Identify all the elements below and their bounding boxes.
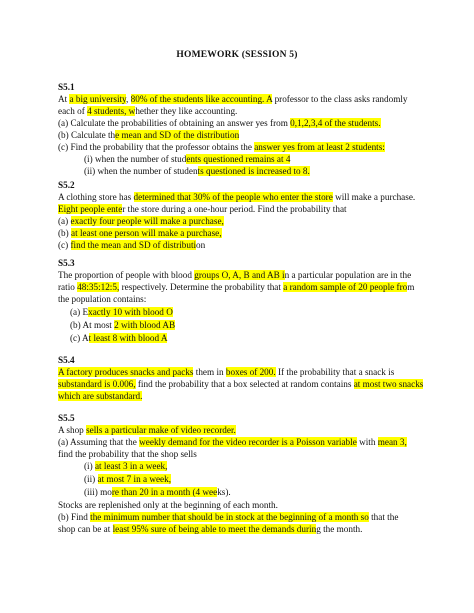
text-line [58,294,146,305]
text-run: professor to the class asks randomly [272,94,408,104]
text-run: g the month. [316,524,363,534]
text-line [84,487,231,498]
section-heading: S5.5 [58,413,75,423]
highlighted-text: answer yes from at least 2 students: [254,142,385,152]
highlighted-text: Eight people ente [58,204,123,214]
text-line [70,320,175,331]
highlighted-text: at least 3 in a week, [94,461,168,471]
text-line [58,282,414,293]
section-heading: S5.2 [58,180,75,190]
text-run: find the probability that the shop sells [58,449,197,459]
text-line [58,94,408,105]
highlighted-text: at most 7 in a week, [97,474,172,484]
highlighted-text: a random sample of 20 people fro [283,282,408,292]
text-run: (b) Calculate th [58,130,116,140]
highlighted-text: at least one person will make a purchase, [71,228,222,238]
text-run: ks). [217,487,231,497]
text-run: m [407,282,415,292]
text-line [58,106,237,117]
text-run: A clothing store has [58,192,134,202]
text-run: (i) [84,461,95,471]
text-line [58,270,411,281]
text-run: n a particular population are in the [284,270,412,280]
highlighted-text: mean 3, [377,437,407,447]
text-run: ratio [58,282,78,292]
text-run: (i) when the number of stud [84,154,187,164]
section-heading: S5.3 [58,258,75,268]
text-line [58,192,415,203]
text-line [58,524,362,535]
highlighted-text: A factory produces snacks and packs [58,367,194,377]
text-line [58,118,381,129]
text-run: (b) [58,228,72,238]
text-run: find the probability that a box selected at random contains [135,379,354,389]
text-run: (a) Calculate the probabilities of obtaining an answer yes from [58,118,291,128]
text-run: (a) Assuming that the [58,437,140,447]
highlighted-text: re than 20 in a month (4 wee [111,487,218,497]
highlighted-text: e mean and SD of the distribution [115,130,240,140]
text-run: with [356,437,378,447]
text-run: (iii) mo [84,487,112,497]
text-line [58,228,222,239]
text-run: At [58,94,70,104]
text-run: Stocks are replenished only at the beginning of each month. [58,500,278,510]
text-run: If the probability that a snack is [275,367,395,377]
text-line [58,425,236,436]
text-line [58,216,224,227]
highlighted-text: boxes of 200. [225,367,276,377]
text-line [58,512,398,523]
highlighted-text: 0,1,2,3,4 of the students. [290,118,381,128]
text-run: (ii) [84,474,98,484]
section-heading: S5.1 [58,82,75,92]
highlighted-text: find the mean and SD of distributi [70,240,197,250]
text-run: will make a purchase. [332,192,416,202]
text-run: on [196,240,206,250]
highlighted-text: weekly demand for the video recorder is a Poisson variable [139,437,357,447]
text-run: (c) [58,240,71,250]
text-line [84,166,310,177]
text-line [58,437,407,448]
highlighted-text: sells a particular make of video recorder. [86,425,236,435]
text-run: (b) At most [70,320,115,330]
text-line [84,154,290,165]
document-title: HOMEWORK (SESSION 5) [176,50,298,60]
highlighted-text: 80% of the students like accounting. A [130,94,273,104]
highlighted-text: which are substandard. [58,391,143,401]
highlighted-text: 48:35:12:5, [77,282,120,292]
text-line [84,461,167,472]
text-line [70,307,173,318]
text-run: r the store during a one-hour period. Find the probability that [122,204,347,214]
text-run: them in [193,367,226,377]
highlighted-text: t least 8 with blood A [88,333,168,343]
highlighted-text: the minimum number that should be in stock at the beginning of a month so [90,512,369,522]
text-line [84,474,171,485]
text-run: (c) A [70,333,89,343]
highlighted-text: 2 with blood AB [114,320,176,330]
highlighted-text: least 95% sure of being able to meet the demands durin [112,524,317,534]
text-run: respectively. Determine the probability that [119,282,284,292]
text-run: that the [368,512,399,522]
text-line [58,449,197,460]
text-run: (ii) when the number of studen [84,166,198,176]
text-line [58,130,239,141]
text-line [58,204,347,215]
section-heading: S5.4 [58,355,75,365]
text-run: The proportion of people with blood [58,270,195,280]
highlighted-text: exactly four people will make a purchase, [70,216,224,226]
text-run: hether they like accounting. [135,106,238,116]
highlighted-text: xactly 10 with blood O [88,307,173,317]
text-line [58,240,205,251]
highlighted-text: at most two snacks [353,379,424,389]
text-run: (a) [58,216,71,226]
text-run: shop can be at [58,524,113,534]
text-run: each of [58,106,88,116]
highlighted-text: ts questioned is increased to 8. [197,166,310,176]
text-run: (c) Find the probability that the professor obtains the [58,142,255,152]
highlighted-text: substandard is 0.006, [58,379,136,389]
text-run: , [126,94,131,104]
highlighted-text: a big university [69,94,127,104]
text-line [58,367,394,378]
text-line [58,391,142,402]
text-run: A shop [58,425,87,435]
highlighted-text: 4 students, w [87,106,136,116]
highlighted-text: groups O, A, B and AB i [194,270,285,280]
text-run: the population contains: [58,294,147,304]
text-run: (a) E [70,307,89,317]
text-line [58,142,385,153]
text-line [70,333,167,344]
text-line [58,379,423,390]
text-line [58,500,278,511]
highlighted-text: ents questioned remains at 4 [186,154,291,164]
text-run: (b) Find [58,512,91,522]
highlighted-text: determined that 30% of the people who enter the store [133,192,333,202]
